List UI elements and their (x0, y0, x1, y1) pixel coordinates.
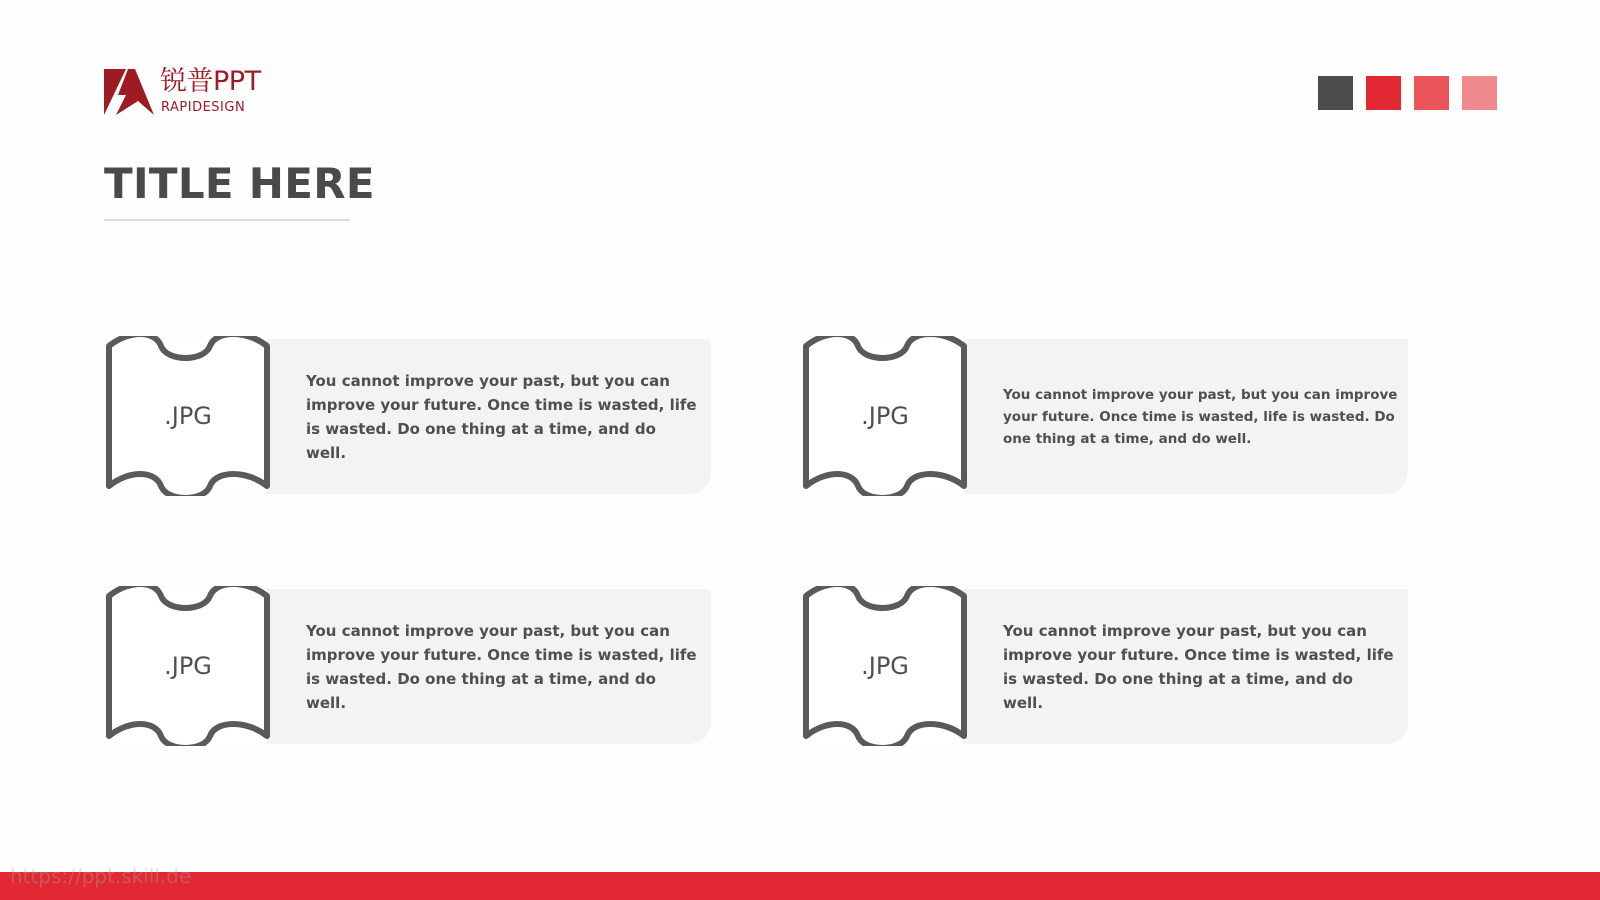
card-description-text: You cannot improve your past, but you can improve your future. Once time is wasted, life is wasted. Do one thing at a time, and do well. (1003, 386, 1398, 447)
image-placeholder-label: .JPG (164, 402, 212, 430)
swatch-red (1366, 76, 1401, 110)
swatch-dark-gray (1318, 76, 1353, 110)
card-description (1003, 339, 1398, 494)
content-card-2 (803, 336, 1408, 496)
bottom-accent-bar (0, 872, 1600, 900)
swatch-light-red (1414, 76, 1449, 110)
content-card-1 (106, 336, 711, 496)
watermark-text: https://ppt.skill.de (10, 864, 192, 888)
card-description (306, 589, 701, 744)
image-placeholder-label: .JPG (861, 402, 909, 430)
logo-english-text: RAPIDESIGN (161, 100, 246, 115)
card-description (306, 339, 701, 494)
color-swatches (1318, 76, 1497, 110)
title-underline (104, 219, 350, 221)
content-card-4 (803, 586, 1408, 746)
card-description (1003, 589, 1398, 744)
rapidesign-logo-icon (104, 69, 154, 117)
card-description-text: You cannot improve your past, but you can improve your future. Once time is wasted, life is wasted. Do one thing at a time, and do well. (306, 621, 697, 712)
brand-logo (104, 68, 304, 120)
card-description-text: You cannot improve your past, but you can improve your future. Once time is wasted, life is wasted. Do one thing at a time, and do well. (1003, 621, 1394, 712)
card-description-text: You cannot improve your past, but you can improve your future. Once time is wasted, life is wasted. Do one thing at a time, and do well. (306, 371, 697, 462)
content-card-3 (106, 586, 711, 746)
swatch-pink (1462, 76, 1497, 110)
page-title: TITLE HERE (104, 159, 375, 208)
image-placeholder-label: .JPG (164, 652, 212, 680)
image-placeholder-label: .JPG (861, 652, 909, 680)
logo-chinese-text: 锐普PPT (160, 66, 261, 97)
